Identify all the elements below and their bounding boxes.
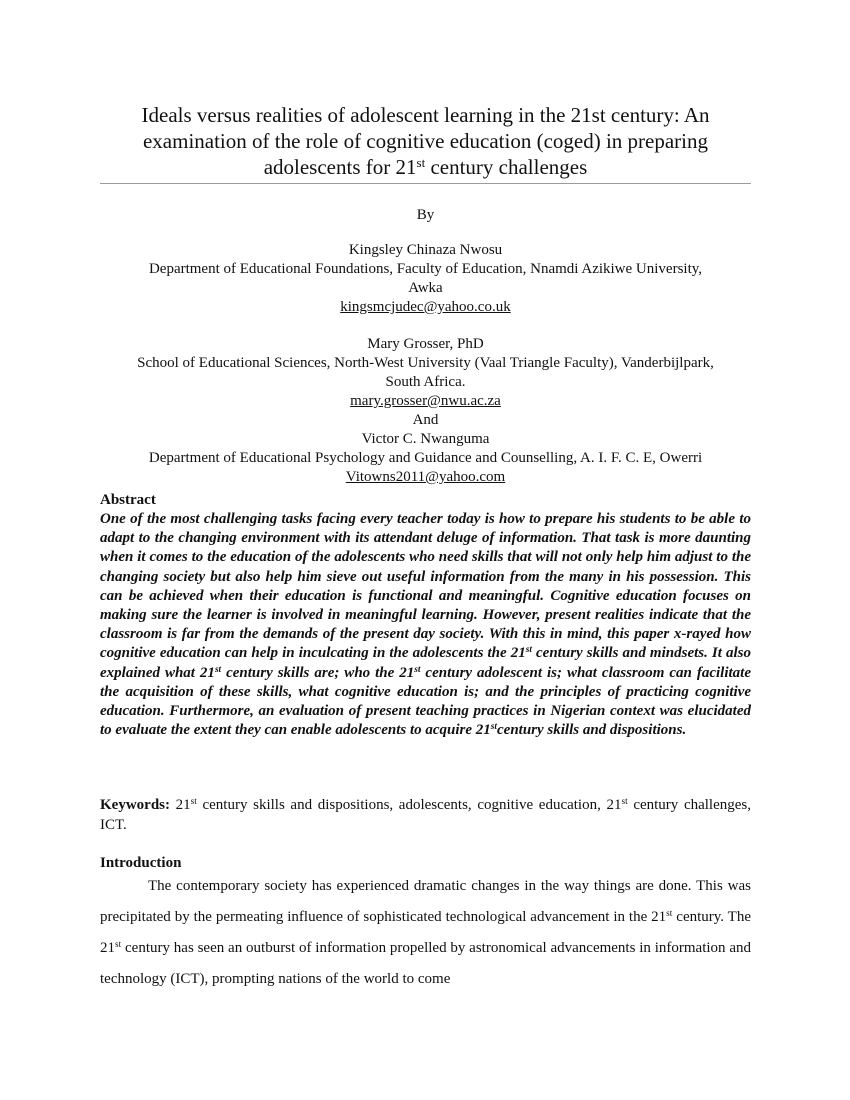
author-1-affiliation-cont: Awka bbox=[408, 280, 443, 296]
author-spacer bbox=[100, 317, 751, 335]
author-2-affiliation: School of Educational Sciences, North-West University (Vaal Triangle Faculty), Vanderbijlpark, bbox=[137, 355, 714, 371]
title-line-3-pre: adolescents for 21 bbox=[263, 155, 417, 179]
keywords-superscript: st bbox=[621, 796, 628, 807]
abstract-text: One of the most challenging tasks facing every teacher today is how to prepare his students to be able to adapt to the changing environment with its attendant deluge of information. That task is more daunting when it comes to the education of the adolescents who need skills that will not only help him adjust to the changing society but also help him sieve out useful information from the many in his possession. This can be achieved when their education is functional and meaningful. Cognitive education focuses on making sure the learner is involved in meaningful learning. However, present realities indicate that the classroom is far from the demands of the present day society. With this in mind, this paper x-rayed how cognitive education can help in inculcating in the adolescents the 21 bbox=[100, 511, 751, 662]
introduction-superscript: st bbox=[115, 939, 122, 950]
paper-page bbox=[100, 0, 751, 1100]
keywords-superscript: st bbox=[190, 796, 197, 807]
abstract-superscript: st bbox=[214, 664, 222, 675]
abstract-superscript: st bbox=[414, 664, 421, 675]
abstract-text: century skills are; who the 21 bbox=[221, 664, 415, 681]
keywords-text: century challenges, ICT. bbox=[100, 797, 751, 833]
title-divider bbox=[100, 183, 751, 184]
byline: By bbox=[416, 207, 435, 223]
introduction-paragraph bbox=[100, 871, 751, 995]
introduction-text: century. The 21 bbox=[100, 909, 752, 956]
introduction-text: The contemporary society has experienced dramatic changes in the way things are done. This was precipitated by the permeating influence of sophisticated technological advancement in the 21 bbox=[100, 878, 751, 925]
author-block bbox=[100, 241, 751, 487]
abstract-text: century skills and dispositions. bbox=[497, 722, 687, 739]
keywords-text: 21 bbox=[170, 797, 191, 813]
author-1-name: Kingsley Chinaza Nwosu bbox=[348, 242, 503, 258]
author-1-email-link[interactable]: kingsmcjudec@yahoo.co.uk bbox=[340, 299, 511, 315]
title-line-1: Ideals versus realities of adolescent learning in the 21st century: An bbox=[141, 103, 710, 127]
author-3-affiliation: Department of Educational Psychology and Guidance and Counselling, A. I. F. C. E, Owerri bbox=[148, 450, 703, 466]
author-3-name: Victor C. Nwanguma bbox=[361, 431, 490, 447]
author-3-email-link[interactable]: Vitowns2011@yahoo.com bbox=[345, 469, 506, 485]
abstract-heading: Abstract bbox=[100, 492, 156, 508]
abstract-body bbox=[100, 510, 751, 740]
author-conjunction: And bbox=[412, 412, 439, 428]
author-1-affiliation: Department of Educational Foundations, Faculty of Education, Nnamdi Azikiwe University, bbox=[148, 261, 703, 277]
introduction-text: century has seen an outburst of information propelled by astronomical advancements in information and technology (ICT), prompting nations of the world to come bbox=[100, 940, 751, 987]
abstract-superscript: st bbox=[490, 722, 497, 733]
paper-title bbox=[100, 102, 751, 180]
abstract-text: century skills and mindsets. It also explained what 21 bbox=[100, 645, 752, 681]
author-2-name: Mary Grosser, PhD bbox=[367, 336, 484, 352]
keywords-text: century skills and dispositions, adolescents, cognitive education, 21 bbox=[196, 797, 622, 813]
title-line-2: examination of the role of cognitive education (coged) in preparing bbox=[142, 129, 709, 153]
abstract-text: century adolescent is; what classroom can facilitate the acquisition of these skills, what cognitive education is; and the principles of practicing cognitive education. Furthermore, an evaluation of present teaching practices in Nigerian context was elucidated to evaluate the extent they can enable adolescents to acquire 21 bbox=[100, 664, 751, 739]
introduction-heading: Introduction bbox=[100, 855, 182, 871]
keywords-label: Keywords: bbox=[100, 797, 170, 813]
author-2-affiliation-cont: South Africa. bbox=[385, 374, 466, 390]
abstract-superscript: st bbox=[525, 645, 532, 656]
introduction-superscript: st bbox=[666, 908, 673, 919]
title-superscript: st bbox=[416, 154, 426, 170]
keywords bbox=[100, 796, 751, 835]
title-line-3-post: century challenges bbox=[425, 155, 588, 179]
author-2-email-link[interactable]: mary.grosser@nwu.ac.za bbox=[350, 393, 501, 409]
